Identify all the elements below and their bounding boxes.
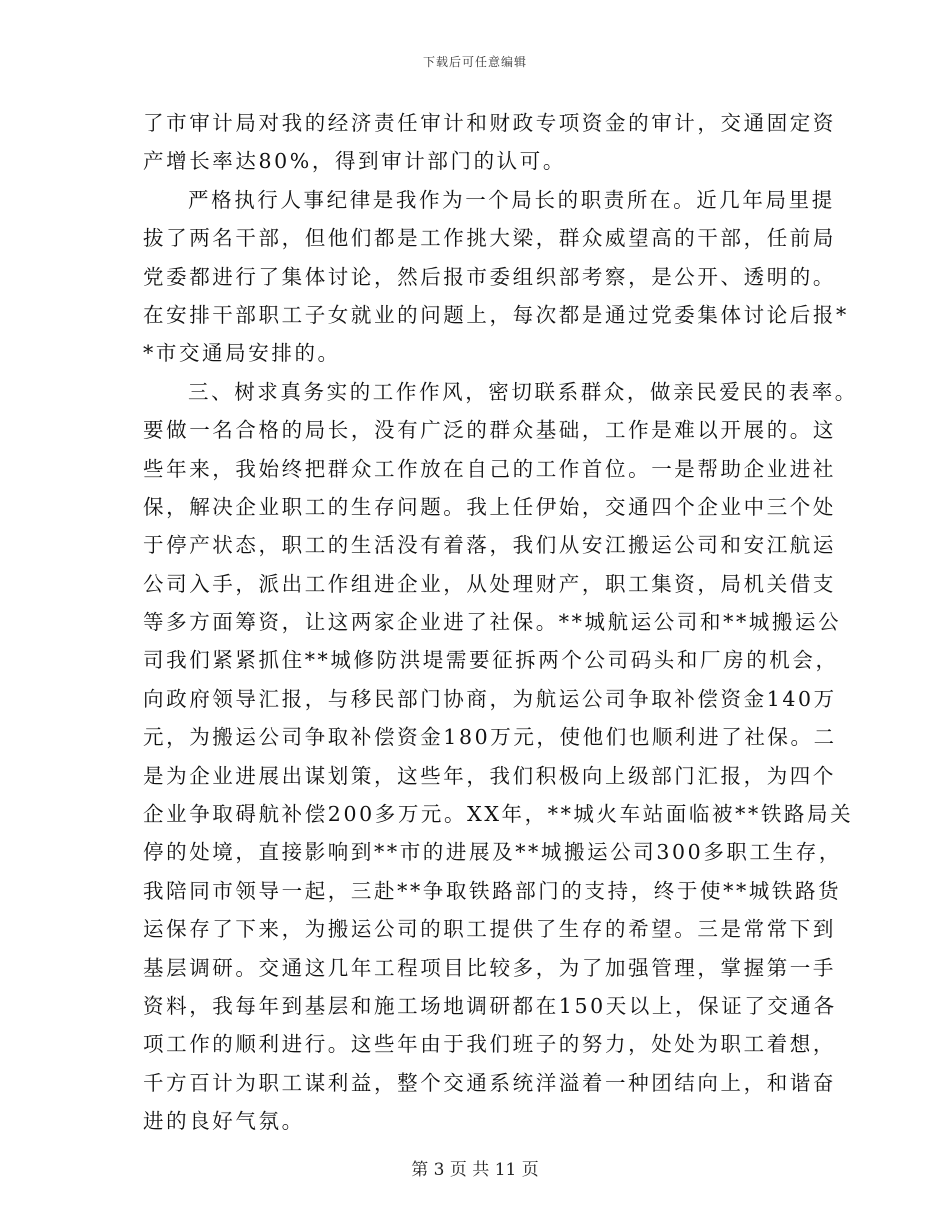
text-line: 要做一名合格的局长，没有广泛的群众基础，工作是难以开展的。这: [143, 418, 836, 443]
text-line: 元，为搬运公司争取补偿资金180万元，使他们也顺利进了社保。二: [143, 725, 837, 750]
text-line: 了市审计局对我的经济责任审计和财政专项资金的审计，交通固定资: [143, 111, 836, 135]
text-line: 是为企业进展出谋划策，这些年，我们积极向上级部门汇报，为四个: [143, 763, 836, 788]
page-footer: [0, 1155, 950, 1180]
paragraph-start-line: 三、树求真务实的工作作风，密切联系群众，做亲民爱民的表率。: [188, 379, 858, 404]
text-line: 千方百计为职工谋利益，整个交通系统洋溢着一种团结向上，和谐奋: [143, 1070, 836, 1095]
text-line: 公司入手，派出工作组进企业，从处理财产，职工集资，局机关借支: [143, 571, 836, 596]
text-line: 项工作的顺利进行。这些年由于我们班子的努力，处处为职工着想，: [143, 1032, 836, 1057]
paragraph-start-line: 严格执行人事纪律是我作为一个局长的职责所在。近几年局里提: [188, 187, 835, 212]
text-line: 我陪同市领导一起，三赴**争取铁路部门的支持，终于使**城铁路货: [143, 878, 842, 903]
text-line: 产增长率达80%，得到审计部门的认可。: [143, 149, 566, 174]
text-line: 等多方面筹资，让这两家企业进了社保。**城航运公司和**城搬运公: [143, 610, 842, 635]
text-line: 运保存了下来，为搬运公司的职工提供了生存的希望。三是常常下到: [143, 917, 836, 942]
text-line: 企业争取碍航补偿200多万元。XX年，**城火车站面临被**铁路局关: [143, 802, 854, 827]
text-line: 保，解决企业职工的生存问题。我上任伊始，交通四个企业中三个处: [143, 494, 836, 519]
text-line: 停的处境，直接影响到**市的进展及**城搬运公司300多职工生存，: [143, 840, 842, 865]
text-line: 司我们紧紧抓住**城修防洪堤需要征拆两个公司码头和厂房的机会，: [143, 648, 839, 673]
text-line: 些年来，我始终把群众工作放在自己的工作首位。一是帮助企业进社: [143, 456, 836, 481]
text-line: 进的良好气氛。: [143, 1109, 305, 1134]
document-body: [143, 104, 858, 1141]
text-line: *市交通局安排的。: [143, 341, 341, 366]
text-line: 基层调研。交通这几年工程项目比较多，为了加强管理，掌握第一手: [143, 955, 836, 980]
text-line: 拔了两名干部，但他们都是工作挑大梁，群众威望高的干部，任前局: [143, 226, 836, 251]
page-number-label: 第 3 页 共 11 页: [411, 1160, 539, 1180]
text-line: 党委都进行了集体讨论，然后报市委组织部考察，是公开、透明的。: [143, 264, 836, 289]
text-line: 于停产状态，职工的生活没有着落，我们从安江搬运公司和安江航运: [143, 533, 836, 558]
text-line: 资料，我每年到基层和施工场地调研都在150天以上，保证了交通各: [143, 993, 837, 1018]
text-line: 在安排干部职工子女就业的问题上，每次都是通过党委集体讨论后报*: [143, 302, 849, 327]
text-line: 向政府领导汇报，与移民部门协商，为航运公司争取补偿资金140万: [143, 686, 837, 711]
page-header-note: 下载后可任意编辑: [422, 55, 527, 69]
